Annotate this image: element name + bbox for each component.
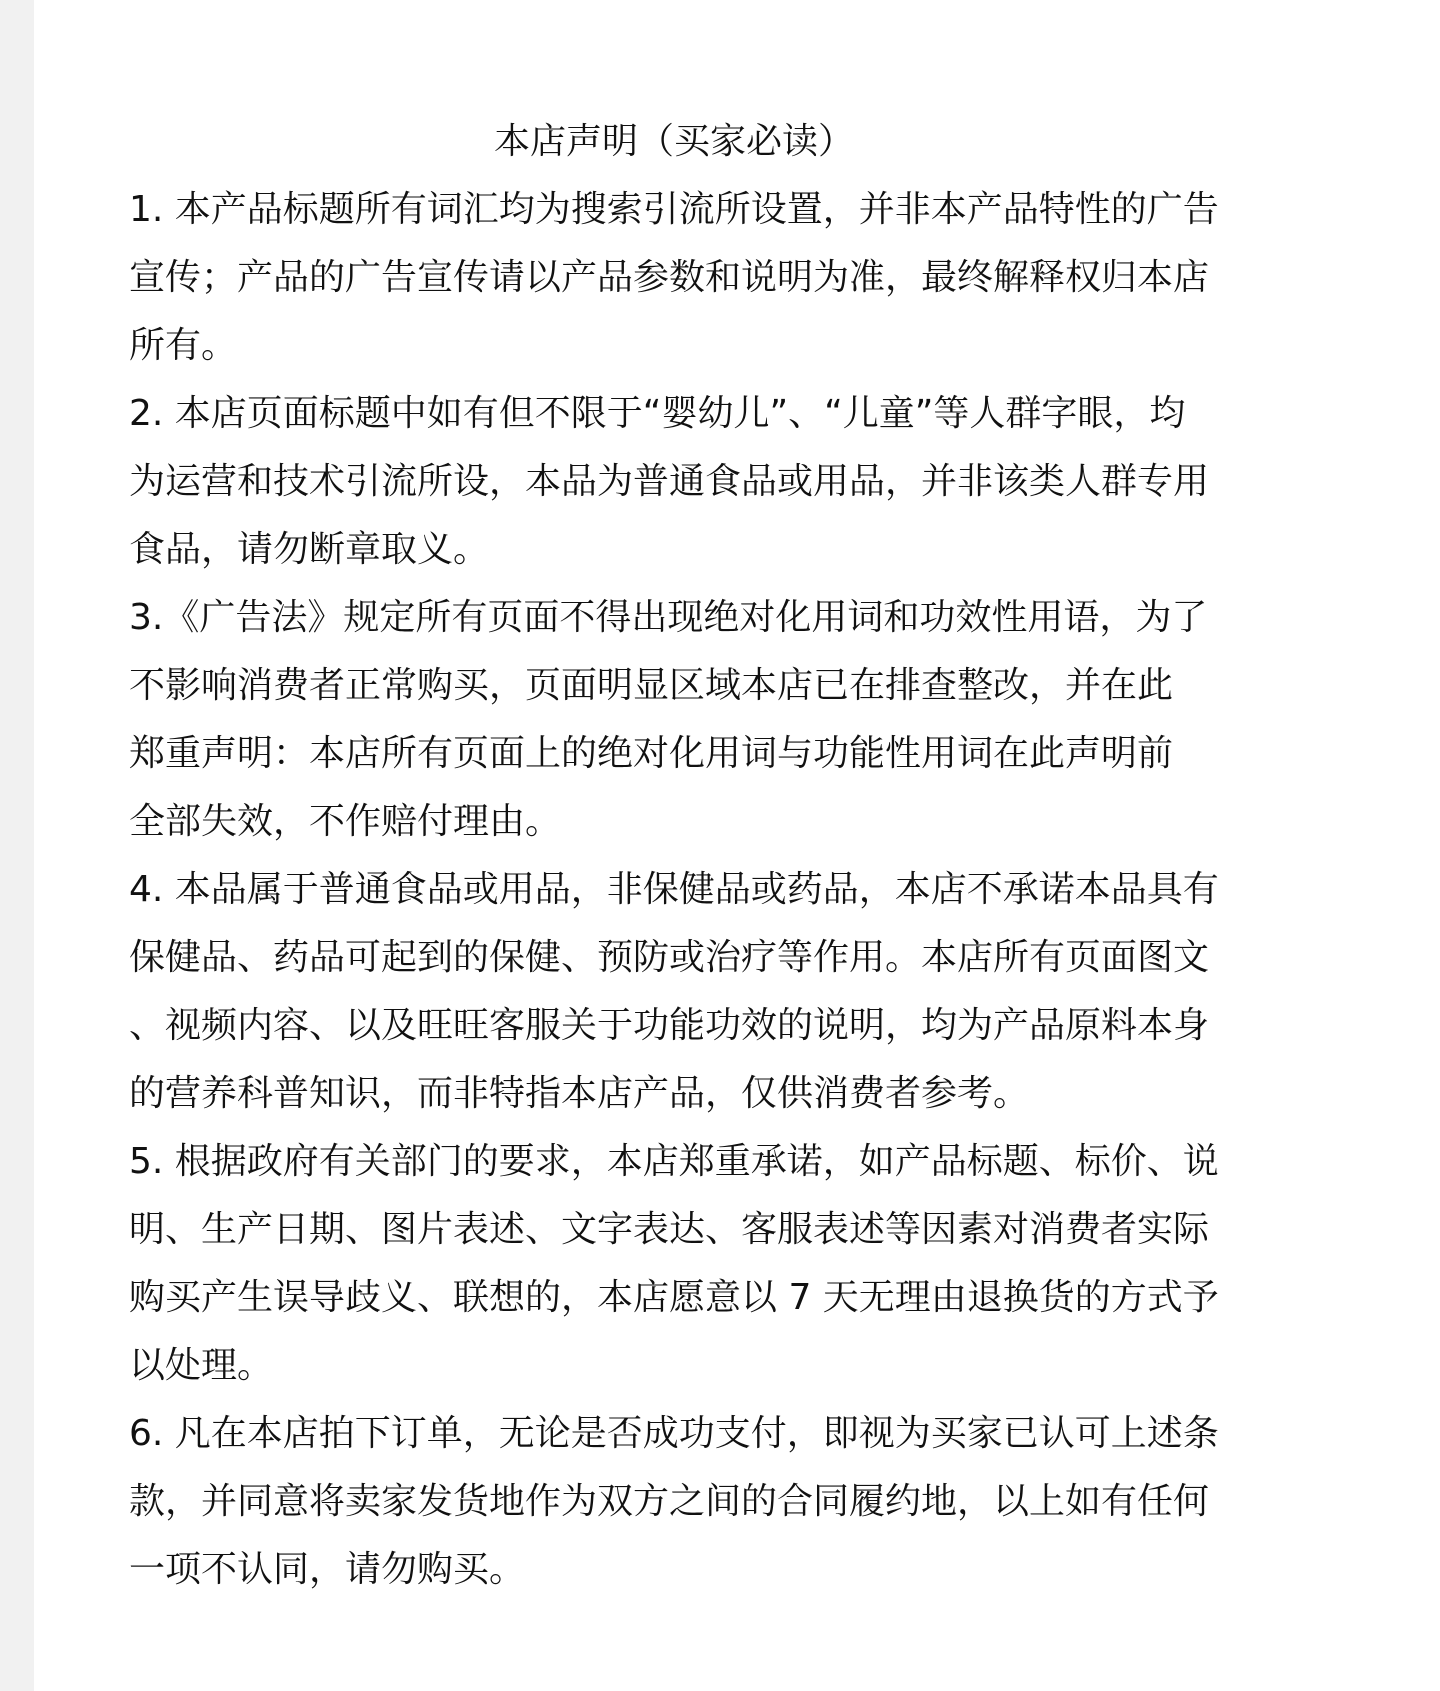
- clause-6: 6. 凡在本店拍下订单，无论是否成功支付，即视为买家已认可上述条 款，并同意将卖家发货地作为双方之间的合同履约地，以上如有任何 一项不认同，请勿购买。: [129, 1413, 1219, 1590]
- document-page: [34, 0, 1440, 1691]
- clause-3: 3.《广告法》规定所有页面不得出现绝对化用词和功效性用语，为了 不影响消费者正常购买，页面明显区域本店已在排查整改，并在此 郑重声明：本店所有页面上的绝对化用词与功能性用词在此声明前 全部失效，不作赔付理由。: [129, 597, 1208, 842]
- clause-4: 4. 本品属于普通食品或用品，非保健品或药品，本店不承诺本品具有 保健品、药品可起到的保健、预防或治疗等作用。本店所有页面图文 、视频内容、以及旺旺客服关于功能功效的说明，均为产品原料本身 的营养科普知识，而非特指本店产品，仅供消费者参考。: [129, 869, 1219, 1114]
- statement-content: [129, 108, 1374, 1604]
- clause-5: 5. 根据政府有关部门的要求，本店郑重承诺，如产品标题、标价、说 明、生产日期、图片表述、文字表达、客服表述等因素对消费者实际 购买产生误导歧义、联想的，本店愿意以 7 天无理由退换货的方式予 以处理。: [129, 1141, 1219, 1386]
- clause-2: 2. 本店页面标题中如有但不限于“婴幼儿”、“儿童”等人群字眼，均 为运营和技术引流所设，本品为普通食品或用品，并非该类人群专用 食品，请勿断章取义。: [129, 393, 1210, 570]
- clause-1: 1. 本产品标题所有词汇均为搜索引流所设置，并非本产品特性的广告 宣传；产品的广告宣传请以产品参数和说明为准，最终解释权归本店 所有。: [129, 189, 1219, 366]
- statement-title: 本店声明（买家必读）: [493, 121, 854, 162]
